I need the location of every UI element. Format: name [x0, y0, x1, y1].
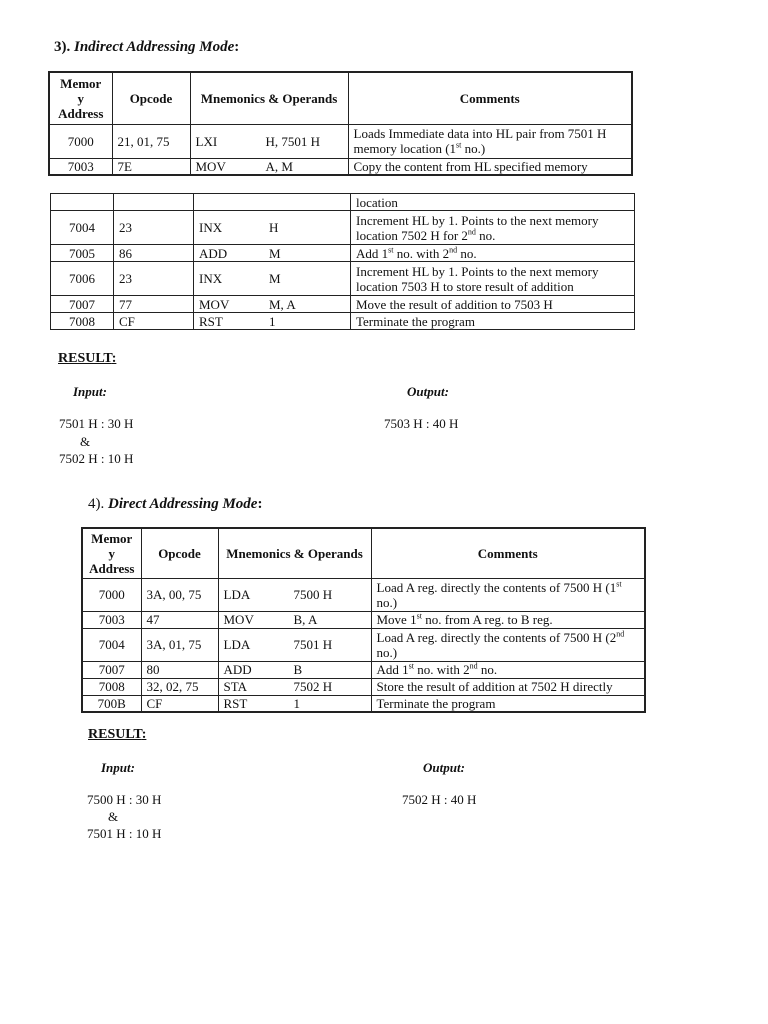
table-row: [82, 628, 645, 661]
table-header-row: [49, 72, 632, 124]
operand: 7500 H: [293, 587, 333, 602]
cell-comment: location: [351, 194, 635, 211]
cell-opcode: 32, 02, 75: [141, 678, 218, 695]
cell-opcode: 47: [141, 611, 218, 628]
operand: 1: [293, 695, 300, 711]
operand: 7501 H: [293, 637, 333, 652]
mnemonic: LDA: [223, 587, 251, 602]
header-address: Memor y Address: [82, 528, 141, 578]
section4-input-label: Input:: [101, 760, 135, 775]
cell-mnemonic-operands: [194, 262, 351, 296]
cell-address: 7007: [51, 296, 114, 313]
cell-mnemonic-operands: [218, 678, 371, 695]
cell-comment: Move the result of addition to 7503 H: [351, 296, 635, 313]
table-row: [82, 695, 645, 712]
section4-input-line2: 7501 H : 10 H: [87, 826, 162, 841]
operand: A, M: [265, 158, 293, 174]
cell-mnemonic-operands: [190, 124, 348, 158]
operand: H, 7501 H: [265, 133, 321, 149]
mnemonic: LXI: [195, 133, 218, 149]
mnemonic: ADD: [223, 662, 252, 677]
cell-opcode: 23: [114, 262, 194, 296]
table-header-row: [82, 528, 645, 578]
table-row: [82, 611, 645, 628]
cell-mnemonic-operands: [218, 661, 371, 678]
cell-mnemonic-operands: [190, 158, 348, 175]
table-row: [51, 194, 635, 211]
cell-opcode: CF: [141, 695, 218, 712]
section3-table-part1: [48, 71, 633, 176]
mnemonic: RST: [223, 695, 248, 711]
operand: 1: [269, 313, 276, 329]
section3-output-line1: 7503 H : 40 H: [384, 416, 459, 431]
operand: 7502 H: [293, 679, 333, 694]
cell-address: 7007: [82, 661, 141, 678]
section4-heading: [88, 496, 262, 513]
table-row: [51, 245, 635, 262]
cell-opcode: 3A, 00, 75: [141, 578, 218, 611]
cell-mnemonic-operands: [194, 245, 351, 262]
operand: M, A: [269, 296, 296, 312]
cell-comment: Move 1st no. from A reg. to B reg.: [371, 611, 645, 628]
cell-comment: Increment HL by 1. Points to the next memory location 7502 H for 2nd no.: [351, 211, 635, 245]
cell-opcode: CF: [114, 313, 194, 330]
cell-comment: Store the result of addition at 7502 H directly: [371, 678, 645, 695]
cell-address: 7008: [51, 313, 114, 330]
mnemonic: LDA: [223, 637, 251, 652]
mnemonic: MOV: [223, 612, 254, 627]
cell-address: 7000: [49, 124, 112, 158]
cell-opcode: [114, 194, 194, 211]
cell-address: [51, 194, 114, 211]
mnemonic: STA: [223, 679, 248, 694]
table-row: [51, 296, 635, 313]
cell-address: 7000: [82, 578, 141, 611]
cell-comment: Load A reg. directly the contents of 7500 H (1st no.): [371, 578, 645, 611]
cell-address: 7004: [82, 628, 141, 661]
mnemonic: ADD: [199, 245, 228, 261]
section3-number: 3).: [54, 39, 71, 55]
section3-title: Indirect Addressing Mode: [74, 39, 235, 55]
header-opcode: Opcode: [141, 528, 218, 578]
cell-address: 7006: [51, 262, 114, 296]
operand: B: [293, 662, 303, 677]
cell-comment: Loads Immediate data into HL pair from 7501 H memory location (1st no.): [348, 124, 632, 158]
operand: M: [269, 245, 281, 261]
section3-input-amp: &: [80, 434, 91, 449]
operand: B, A: [293, 612, 318, 627]
cell-mnemonic-operands: [218, 628, 371, 661]
section4-input-line1: 7500 H : 30 H: [87, 792, 162, 807]
mnemonic: RST: [199, 313, 223, 329]
cell-comment: Copy the content from HL specified memory: [348, 158, 632, 175]
operand: H: [269, 220, 279, 235]
section4-result-label: RESULT:: [88, 727, 147, 742]
section4-output-line1: 7502 H : 40 H: [402, 792, 477, 807]
table-row: [51, 211, 635, 245]
cell-address: 7005: [51, 245, 114, 262]
section4-input-amp: &: [108, 809, 119, 824]
table-row: [82, 661, 645, 678]
cell-comment: Add 1st no. with 2nd no.: [351, 245, 635, 262]
mnemonic: INX: [199, 220, 223, 235]
table-row: [82, 578, 645, 611]
section3-heading: [54, 39, 239, 56]
section4-colon: :: [257, 496, 263, 512]
cell-mnemonic-operands: [218, 578, 371, 611]
header-comments: Comments: [348, 72, 632, 124]
section3-table-part2: [50, 193, 635, 330]
header-mnemonics: Mnemonics & Operands: [190, 72, 348, 124]
cell-opcode: 23: [114, 211, 194, 245]
mnemonic: MOV: [195, 158, 226, 174]
section3-input-label: Input:: [73, 384, 107, 399]
cell-comment: Terminate the program: [351, 313, 635, 330]
header-address: Memor y Address: [49, 72, 112, 124]
cell-mnemonic-operands: [194, 296, 351, 313]
cell-opcode: 86: [114, 245, 194, 262]
cell-mnemonic-operands: [218, 611, 371, 628]
table-row: [51, 313, 635, 330]
section4-table: [81, 527, 646, 713]
cell-address: 7003: [49, 158, 112, 175]
section3-input-line1: 7501 H : 30 H: [59, 416, 134, 431]
cell-opcode: 21, 01, 75: [112, 124, 190, 158]
section3-colon: :: [234, 39, 240, 55]
cell-mnemonic-operands: [194, 313, 351, 330]
cell-address: 7008: [82, 678, 141, 695]
cell-comment: Add 1st no. with 2nd no.: [371, 661, 645, 678]
cell-address: 700B: [82, 695, 141, 712]
cell-opcode: 77: [114, 296, 194, 313]
mnemonic: INX: [199, 271, 223, 286]
cell-comment: Increment HL by 1. Points to the next memory location 7503 H to store result of addition: [351, 262, 635, 296]
cell-opcode: 3A, 01, 75: [141, 628, 218, 661]
cell-address: 7004: [51, 211, 114, 245]
cell-comment: Terminate the program: [371, 695, 645, 712]
section3-input-line2: 7502 H : 10 H: [59, 451, 134, 466]
cell-mnemonic-operands: [194, 211, 351, 245]
cell-comment: Load A reg. directly the contents of 7500 H (2nd no.): [371, 628, 645, 661]
section3-output-label: Output:: [407, 384, 449, 399]
cell-mnemonic-operands: [194, 194, 351, 211]
header-comments: Comments: [371, 528, 645, 578]
section4-number: 4).: [88, 496, 105, 512]
table-row: [82, 678, 645, 695]
header-mnemonics: Mnemonics & Operands: [218, 528, 371, 578]
cell-address: 7003: [82, 611, 141, 628]
mnemonic: MOV: [199, 296, 230, 312]
cell-opcode: 7E: [112, 158, 190, 175]
section4-output-label: Output:: [423, 760, 465, 775]
operand: M: [269, 271, 281, 286]
cell-mnemonic-operands: [218, 695, 371, 712]
section3-result-label: RESULT:: [58, 351, 117, 366]
table-row: [49, 124, 632, 158]
section4-title: Direct Addressing Mode: [108, 496, 258, 512]
header-opcode: Opcode: [112, 72, 190, 124]
table-row: [49, 158, 632, 175]
table-row: [51, 262, 635, 296]
cell-opcode: 80: [141, 661, 218, 678]
